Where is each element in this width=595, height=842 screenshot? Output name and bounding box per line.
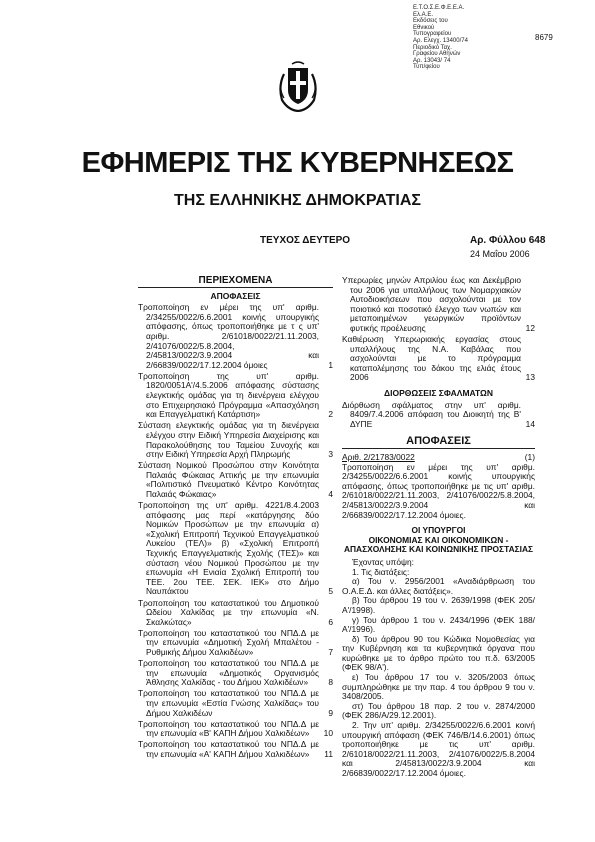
publisher-line: Αρ. 13043/ 74 — [413, 57, 451, 64]
page-number: 8679 — [535, 33, 553, 42]
decision-number: Αριθ. 2/21783/0022 — [342, 452, 415, 462]
toc-entry: Τροποποίηση της υπ' αριθμ. 4221/8.4.2003 απόφασης μας περί «κατάργησης δύο Νομικών Προσώπων με την επωνυμία α) «Σχολική Επιτροπή Τεχνικού Επαγγελματικού Λυκείου (ΤΕΛ)» β) «Σχολική Επιτροπή Τεχνικής Επαγγελματικής Σχολής (ΤΕΣ)» και σύσταση νέου Νομικού Προσώπου με την επωνυμία «Η Ενιαία Σχολική Επιτροπή του ΤΕΕ. 2ου ΤΕΕ. ΣΕΚ. ΙΕΚ» στο Δήμο Ναυπάκτου 5 — [138, 500, 333, 597]
toc-entry: Τροποποίηση του καταστατικού του ΝΠΔ.Δ με την επωνυμία «Δημοτικός Οργανισμός Άθλησης Χαλκίδας - του Δήμου Χαλκιδέων» 8 — [138, 658, 333, 688]
toc-entry: Υπερωρίες μηνών Απριλίου έως και Δεκέμβριο του 2006 για υπαλλήλους των Νομαρχιακών Αυτοδιοικήσεων που ασχολούνται με τον ποιοτικό και ποσοτικό έλεγχο των νωπών και μεταποιημένων γεωργικών προϊόντων φυτικής προέλευσης 12 — [342, 275, 535, 333]
decision-paragraph: 2. Την υπ' αριθμ. 2/34255/0022/6.6.2001 κοινή υπουργική απόφαση (ΦΕΚ 746/Β/14.6.2001) όπως τροποποιήθηκε με τις υπ' αριθμ. 2/61018/0022/21.11.2003, 2/41076/0022/5.8.2004 και 2/45813/0022/3.9.2004 και 2/66839/0022/17.12.2004 όμοιες. — [342, 720, 535, 778]
publisher-line: Ελ.Α.Ε. — [413, 11, 434, 18]
toc-entry: Τροποποίηση του καταστατικού του ΝΠΔ.Δ με την επωνυμία «Δημοτική Σχολή Μπαλέτου - Ρυθμικής Δήμου Χαλκιδέων» 7 — [138, 627, 333, 657]
decision-paragraph: β) Του άρθρου 19 του ν. 2639/1998 (ΦΕΚ 205/Α'/1998). — [342, 595, 535, 615]
gazette-subtitle: ΤΗΣ ΕΛΛΗΝΙΚΗΣ ΔΗΜΟΚΡΑΤΙΑΣ — [174, 192, 421, 209]
ministers-title: ΟΙ ΥΠΟΥΡΓΟΙ — [411, 525, 466, 536]
toc-entry: Τροποποίηση εν μέρει της υπ' αριθμ. 2/34255/0022/6.6.2001 κοινής υπουργικής απόφασης, όπως τροποποιήθηκε με τ ς υπ' αριθμ. 2/61018/0022/21.11.2003, 2/41076/0022/5.8.2004, 2/45813/0022/3.9.2004 και 2/66839/0022/17.12.2004 όμοιες 1 — [138, 302, 333, 370]
decisions-title: ΑΠΟΦΑΣΕΙΣ — [406, 435, 471, 448]
coat-of-arms-icon — [276, 60, 320, 112]
contents-column — [138, 276, 333, 761]
divider — [342, 448, 535, 449]
publisher-line: Τυπ/φείου — [413, 64, 440, 71]
toc-entry: Τροποποίηση του καταστατικού του ΝΠΔ.Δ με την επωνυμία «Α' ΚΑΠΗ Δήμου Χαλκιδέων» 11 — [138, 739, 333, 759]
issue-series: ΤΕΥΧΟΣ ΔΕΥΤΕΡΟ — [260, 235, 351, 246]
issue-date: 24 Μαΐου 2006 — [470, 249, 530, 259]
decision-paragraph: στ) Του άρθρου 18 παρ. 2 του ν. 2874/2000 (ΦΕΚ 286/Α/29.12.2001). — [342, 700, 535, 721]
gazette-title: ΕΦΗΜΕΡΙΣ ΤΗΣ ΚΥΒΕΡΝΗΣΕΩΣ — [81, 147, 514, 179]
publisher-line: Εκδόσεις του — [413, 18, 448, 25]
ministers-title: ΑΠΑΣΧΟΛΗΣΗΣ ΚΑΙ ΚΟΙΝΩΝΙΚΗΣ ΠΡΟΣΤΑΣΙΑΣ — [343, 544, 534, 555]
contents-title: ΠΕΡΙΕΧΟΜΕΝΑ — [198, 275, 273, 286]
ministers-title: ΟΙΚΟΝΟΜΙΑΣ ΚΑΙ ΟΙΚΟΝΟΜΙΚΩΝ - — [368, 534, 509, 545]
decision-summary: Τροποποίηση εν μέρει της υπ' αριθμ. 2/34255/0022/6.6.2001 κοινής υπουργικής απόφασης, όπως τροποποιήθηκε με τις υπ' αριθμ. 2/61018/0022/21.11.2003, 2/41076/0022/5.8.2004, 2/45813/0022/3.9.2004 και 2/66839/0022/17.12.2004 όμοιες. — [342, 461, 535, 520]
correction-entry: Διόρθωση σφάλματος στην υπ' αριθμ. 8409/7.4.2006 απόφαση του Διοικητή της Β' ΔΥΠΕ 14 — [342, 399, 535, 429]
decision-paragraph: ε) Του άρθρου 17 του ν. 3205/2003 όπως συμπληρώθηκε με την παρ. 4 του άρθρου 9 του ν. 3408/2005. — [342, 672, 535, 702]
toc-entry: Σύσταση Νομικού Προσώπου στην Κοινότητα Παλαιάς Φώκαιας Αττικής με την επωνυμία «Πολιτιστικό Πνευματικό Κέντρο Κοινότητας Παλαιάς Φώκαιας» 4 — [138, 460, 333, 499]
toc-entry: Τροποποίηση του καταστατικού του Δημοτικού Ωδείου Χαλκίδας με την επωνυμία «Ν. Σκαλκώτας» 6 — [138, 597, 333, 627]
publisher-info — [413, 5, 473, 71]
decision-paragraph: 1. Τις διατάξεις: — [352, 566, 410, 577]
publisher-line: Αρ. Ελεγχ. 13400/74 — [413, 37, 468, 44]
divider — [138, 287, 333, 288]
decisions-subtitle: ΑΠΟΦΑΣΕΙΣ — [210, 290, 261, 301]
toc-entry: Σύσταση ελεγκτικής ομάδας για τη διενέργεια ελέγχου στην Ειδική Υπηρεσία Διαχείρισης και Παρακολούθησης του Ταμείου Συνοχής και στην Ειδική Υπηρεσία Αρχή Πληρωμής 3 — [138, 420, 333, 460]
decision-paragraph: Έχοντας υπόψη: — [352, 556, 414, 567]
toc-entry: Τροποποίηση του καταστατικού του ΝΠΔ.Δ με την επωνυμία «Εστία Γνώσης Χαλκίδας» του Δήμου Χαλκιδέων 9 — [138, 688, 333, 718]
right-column — [342, 276, 535, 779]
toc-entry: Τροποποίηση της υπ' αριθμ. 1820/0051Α'/4.5.2006 απόφασης σύστασης ελεγκτικής ομάδας για τη διενέργεια ελέγχου στο Επιχειρησιακό Πρόγραμμα «Απασχόληση και Επαγγελματική Κατάρτιση» 2 — [138, 370, 333, 420]
toc-entry: Καθιέρωση Υπερωριακής εργασίας στους υπαλλήλους της Ν.Α. Καβάλας που ασχολούνται με το πρόγραμμα καταπολέμησης του δάκου της ελιάς έτους 2006 13 — [342, 334, 535, 383]
publisher-line: Ε.Τ.Ο.Σ.Ε.Φ.Ε.Ε.Α. — [413, 5, 465, 11]
sheet-number: Αρ. Φύλλου 648 — [470, 235, 546, 246]
decision-paragraph: γ) Του άρθρου 1 του ν. 2434/1996 (ΦΕΚ 188/Α'/1996). — [342, 614, 535, 635]
publisher-line: Εθνικού Τυπογραφείου — [413, 24, 452, 38]
decision-paragraph: α) Του ν. 2956/2001 «Αναδιάρθρωση του Ο.Α.Ε.Δ. και άλλες διατάξεις». — [342, 576, 535, 596]
decision-paragraph: δ) Του άρθρου 90 του Κώδικα Νομοθεσίας για την Κυβέρνηση και τα κυβερνητικά όργανα που κυρώθηκε με το άρθρο πρώτο του π.δ. 63/2005 (ΦΕΚ 98/Α'). — [342, 633, 535, 673]
decision-ref: (1) — [524, 452, 535, 462]
publisher-line: Περιοδικό Ταχ. — [413, 44, 452, 51]
corrections-title: ΔΙΟΡΘΩΣΕΙΣ ΣΦΑΛΜΑΤΩΝ — [384, 388, 493, 399]
publisher-line: Γραφείου Αθηνών — [413, 51, 461, 58]
toc-entry: Τροποποίηση του καταστατικού του ΝΠΔ.Δ με την επωνυμία «Β' ΚΑΠΗ Δήμου Χαλκιδέων» 10 — [138, 718, 333, 739]
